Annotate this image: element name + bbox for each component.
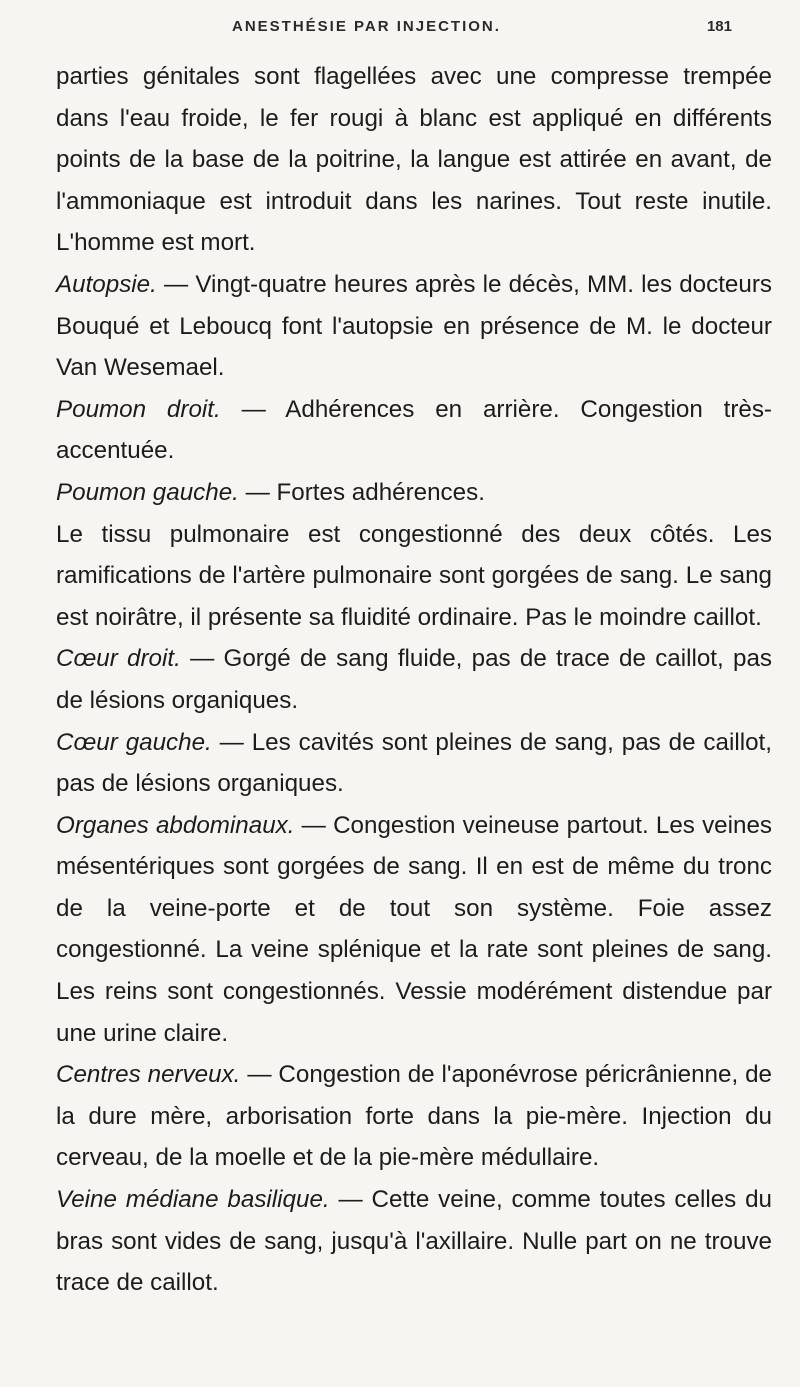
paragraph-text: parties génitales sont flagellées avec une compresse trempée dans l'eau froide, le fer rougi à blanc est appliqué en différents points de la base de la poitrine, la langue est attirée en avant, de l'ammoniaque est introduit dans les narines. Tout reste inutile. L'homme est mort. [56, 63, 772, 257]
paragraph-poumon-droit [56, 389, 772, 472]
section-heading: Poumon gauche. [56, 478, 239, 506]
running-head-title: ANESTHÉSIE PAR INJECTION. [232, 18, 501, 35]
paragraph-centres-nerveux [56, 1054, 772, 1179]
section-heading: Cœur gauche. [56, 728, 212, 756]
running-head [0, 14, 800, 44]
section-heading: Organes abdominaux. [56, 811, 295, 839]
paragraph-text: — Vingt-quatre heures après le décès, MM. les docteurs Bouqué et Leboucq font l'autopsie en présence de M. le docteur Van Wesemael. [56, 270, 772, 382]
paragraph-autopsie [56, 264, 772, 389]
section-heading: Poumon droit. [56, 395, 221, 423]
paragraph-organes-abdominaux [56, 805, 772, 1055]
paragraph-tissu-pulmonaire [56, 514, 772, 639]
body-text [56, 56, 772, 1304]
paragraph-coeur-gauche [56, 722, 772, 805]
paragraph-text: — Fortes adhérences. [238, 478, 485, 506]
section-heading: Centres nerveux. [56, 1061, 241, 1089]
paragraph-text: — Congestion veineuse partout. Les veines mésentériques sont gorgées de sang. Il en est de même du tronc de la veine-porte et de tout son système. Foie assez congestionné. La veine splénique et la rate sont pleines de sang. Les reins sont congestionnés. Vessie modérément distendue par une urine claire. [56, 811, 772, 1047]
paragraph-veine-mediane [56, 1179, 772, 1304]
paragraph-text: Le tissu pulmonaire est congestionné des deux côtés. Les ramifications de l'artère pulmonaire sont gorgées de sang. Le sang est noirâtre, il présente sa fluidité ordinaire. Pas le moindre caillot. [56, 520, 772, 631]
paragraph-text: — Cette veine, comme toutes celles du bras sont vides de sang, jusqu'à l'axillaire. Nulle part on ne trouve trace de caillot. [56, 1186, 772, 1297]
paragraph-1 [56, 56, 772, 264]
paragraph-text: — Les cavités sont pleines de sang, pas de caillot, pas de lésions organiques. [56, 728, 772, 798]
section-heading: Autopsie. [56, 270, 157, 298]
paragraph-text: — Adhérences en arrière. Congestion très-accentuée. [56, 395, 772, 465]
paragraph-poumon-gauche [56, 472, 772, 514]
paragraph-coeur-droit [56, 638, 772, 721]
paragraph-text: — Gorgé de sang fluide, pas de trace de caillot, pas de lésions organiques. [56, 645, 772, 714]
page-number: 181 [706, 18, 732, 35]
section-heading: Veine médiane basilique. [56, 1186, 330, 1214]
paragraph-text: — Congestion de l'aponévrose péricrânienne, de la dure mère, arborisation forte dans la pie-mère. Injection du cerveau, de la moelle et de la pie-mère médullaire. [56, 1061, 772, 1172]
section-heading: Cœur droit. [56, 645, 181, 673]
